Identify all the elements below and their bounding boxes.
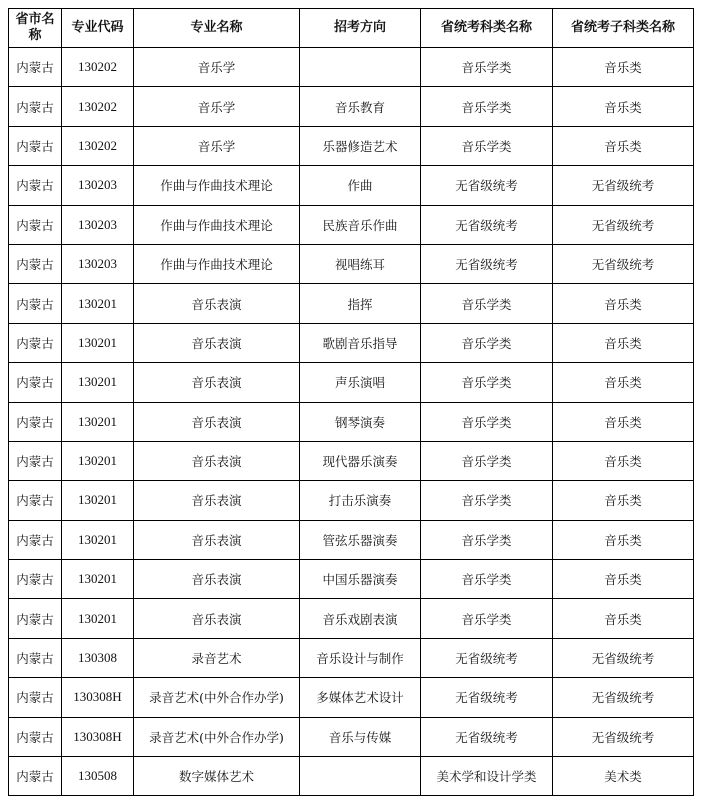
header-code: 专业代码 <box>62 9 134 48</box>
cell-major: 录音艺术(中外合作办学) <box>134 717 300 756</box>
cell-subcategory: 音乐类 <box>553 560 694 599</box>
table-row <box>9 717 694 756</box>
cell-direction: 打击乐演奏 <box>300 481 421 520</box>
cell-category: 无省级统考 <box>421 638 553 677</box>
cell-category: 音乐学类 <box>421 363 553 402</box>
cell-code: 130201 <box>62 520 134 559</box>
cell-category: 音乐学类 <box>421 48 553 87</box>
cell-direction: 作曲 <box>300 166 421 205</box>
cell-major: 音乐表演 <box>134 363 300 402</box>
cell-subcategory: 音乐类 <box>553 441 694 480</box>
table-row <box>9 638 694 677</box>
cell-category: 音乐学类 <box>421 520 553 559</box>
cell-direction: 音乐戏剧表演 <box>300 599 421 638</box>
cell-subcategory: 美术类 <box>553 757 694 796</box>
cell-province: 内蒙古 <box>9 678 62 717</box>
cell-province: 内蒙古 <box>9 205 62 244</box>
cell-subcategory: 音乐类 <box>553 323 694 362</box>
table-row <box>9 166 694 205</box>
table-row <box>9 205 694 244</box>
cell-direction: 现代器乐演奏 <box>300 441 421 480</box>
cell-code: 130201 <box>62 441 134 480</box>
table-row <box>9 599 694 638</box>
cell-direction: 乐器修造艺术 <box>300 126 421 165</box>
cell-code: 130201 <box>62 481 134 520</box>
cell-major: 音乐学 <box>134 87 300 126</box>
cell-category: 美术学和设计学类 <box>421 757 553 796</box>
cell-major: 音乐表演 <box>134 560 300 599</box>
admissions-table-container <box>8 8 693 796</box>
cell-province: 内蒙古 <box>9 284 62 323</box>
cell-direction: 声乐演唱 <box>300 363 421 402</box>
cell-code: 130201 <box>62 284 134 323</box>
header-province: 省市名称 <box>9 9 62 48</box>
cell-code: 130201 <box>62 402 134 441</box>
cell-category: 音乐学类 <box>421 481 553 520</box>
cell-direction: 中国乐器演奏 <box>300 560 421 599</box>
cell-code: 130202 <box>62 126 134 165</box>
cell-major: 录音艺术 <box>134 638 300 677</box>
cell-code: 130201 <box>62 599 134 638</box>
header-direction: 招考方向 <box>300 9 421 48</box>
cell-code: 130203 <box>62 244 134 283</box>
cell-subcategory: 音乐类 <box>553 87 694 126</box>
cell-province: 内蒙古 <box>9 560 62 599</box>
cell-direction: 多媒体艺术设计 <box>300 678 421 717</box>
cell-major: 作曲与作曲技术理论 <box>134 244 300 283</box>
cell-province: 内蒙古 <box>9 481 62 520</box>
cell-category: 音乐学类 <box>421 284 553 323</box>
table-row <box>9 323 694 362</box>
cell-direction: 歌剧音乐指导 <box>300 323 421 362</box>
cell-province: 内蒙古 <box>9 441 62 480</box>
cell-code: 130308H <box>62 678 134 717</box>
cell-category: 音乐学类 <box>421 402 553 441</box>
cell-major: 音乐表演 <box>134 481 300 520</box>
cell-subcategory: 音乐类 <box>553 481 694 520</box>
cell-code: 130202 <box>62 48 134 87</box>
cell-direction: 音乐设计与制作 <box>300 638 421 677</box>
cell-province: 内蒙古 <box>9 402 62 441</box>
cell-province: 内蒙古 <box>9 48 62 87</box>
cell-major: 音乐学 <box>134 48 300 87</box>
cell-major: 数字媒体艺术 <box>134 757 300 796</box>
table-row <box>9 244 694 283</box>
cell-code: 130203 <box>62 205 134 244</box>
header-subcategory: 省统考子科类名称 <box>553 9 694 48</box>
cell-major: 音乐表演 <box>134 284 300 323</box>
cell-province: 内蒙古 <box>9 599 62 638</box>
cell-province: 内蒙古 <box>9 126 62 165</box>
cell-category: 音乐学类 <box>421 560 553 599</box>
table-row <box>9 87 694 126</box>
table-row <box>9 520 694 559</box>
table-row <box>9 757 694 796</box>
table-row <box>9 678 694 717</box>
cell-direction: 钢琴演奏 <box>300 402 421 441</box>
cell-subcategory: 无省级统考 <box>553 205 694 244</box>
cell-direction: 民族音乐作曲 <box>300 205 421 244</box>
cell-code: 130508 <box>62 757 134 796</box>
cell-subcategory: 无省级统考 <box>553 678 694 717</box>
cell-code: 130201 <box>62 323 134 362</box>
cell-code: 130201 <box>62 560 134 599</box>
cell-province: 内蒙古 <box>9 166 62 205</box>
cell-direction: 指挥 <box>300 284 421 323</box>
cell-category: 无省级统考 <box>421 678 553 717</box>
header-category: 省统考科类名称 <box>421 9 553 48</box>
cell-subcategory: 音乐类 <box>553 402 694 441</box>
cell-major: 作曲与作曲技术理论 <box>134 166 300 205</box>
cell-category: 无省级统考 <box>421 205 553 244</box>
cell-subcategory: 无省级统考 <box>553 244 694 283</box>
cell-subcategory: 音乐类 <box>553 126 694 165</box>
cell-province: 内蒙古 <box>9 717 62 756</box>
cell-category: 音乐学类 <box>421 599 553 638</box>
cell-subcategory: 无省级统考 <box>553 638 694 677</box>
table-row <box>9 284 694 323</box>
cell-category: 音乐学类 <box>421 126 553 165</box>
cell-major: 音乐表演 <box>134 402 300 441</box>
cell-province: 内蒙古 <box>9 363 62 402</box>
cell-code: 130203 <box>62 166 134 205</box>
cell-major: 音乐表演 <box>134 520 300 559</box>
cell-direction: 管弦乐器演奏 <box>300 520 421 559</box>
cell-category: 音乐学类 <box>421 87 553 126</box>
cell-subcategory: 音乐类 <box>553 284 694 323</box>
cell-subcategory: 音乐类 <box>553 520 694 559</box>
cell-code: 130202 <box>62 87 134 126</box>
table-row <box>9 441 694 480</box>
cell-province: 内蒙古 <box>9 244 62 283</box>
header-major: 专业名称 <box>134 9 300 48</box>
cell-major: 音乐学 <box>134 126 300 165</box>
cell-subcategory: 音乐类 <box>553 363 694 402</box>
table-body <box>9 48 694 796</box>
table-header <box>9 9 694 48</box>
cell-category: 音乐学类 <box>421 323 553 362</box>
header-row <box>9 9 694 48</box>
cell-category: 音乐学类 <box>421 441 553 480</box>
cell-code: 130201 <box>62 363 134 402</box>
cell-category: 无省级统考 <box>421 717 553 756</box>
table-row <box>9 560 694 599</box>
cell-province: 内蒙古 <box>9 757 62 796</box>
cell-subcategory: 音乐类 <box>553 599 694 638</box>
cell-direction: 音乐与传媒 <box>300 717 421 756</box>
cell-major: 录音艺术(中外合作办学) <box>134 678 300 717</box>
table-row <box>9 481 694 520</box>
cell-subcategory: 无省级统考 <box>553 717 694 756</box>
cell-subcategory: 音乐类 <box>553 48 694 87</box>
cell-province: 内蒙古 <box>9 638 62 677</box>
cell-code: 130308 <box>62 638 134 677</box>
cell-direction: 音乐教育 <box>300 87 421 126</box>
table-row <box>9 363 694 402</box>
admissions-table <box>8 8 694 796</box>
cell-province: 内蒙古 <box>9 87 62 126</box>
cell-major: 音乐表演 <box>134 323 300 362</box>
cell-subcategory: 无省级统考 <box>553 166 694 205</box>
table-row <box>9 402 694 441</box>
cell-province: 内蒙古 <box>9 323 62 362</box>
cell-code: 130308H <box>62 717 134 756</box>
cell-province: 内蒙古 <box>9 520 62 559</box>
cell-major: 音乐表演 <box>134 441 300 480</box>
cell-major: 音乐表演 <box>134 599 300 638</box>
cell-major: 作曲与作曲技术理论 <box>134 205 300 244</box>
cell-direction <box>300 48 421 87</box>
cell-category: 无省级统考 <box>421 244 553 283</box>
cell-category: 无省级统考 <box>421 166 553 205</box>
cell-direction <box>300 757 421 796</box>
table-row <box>9 48 694 87</box>
table-row <box>9 126 694 165</box>
cell-direction: 视唱练耳 <box>300 244 421 283</box>
